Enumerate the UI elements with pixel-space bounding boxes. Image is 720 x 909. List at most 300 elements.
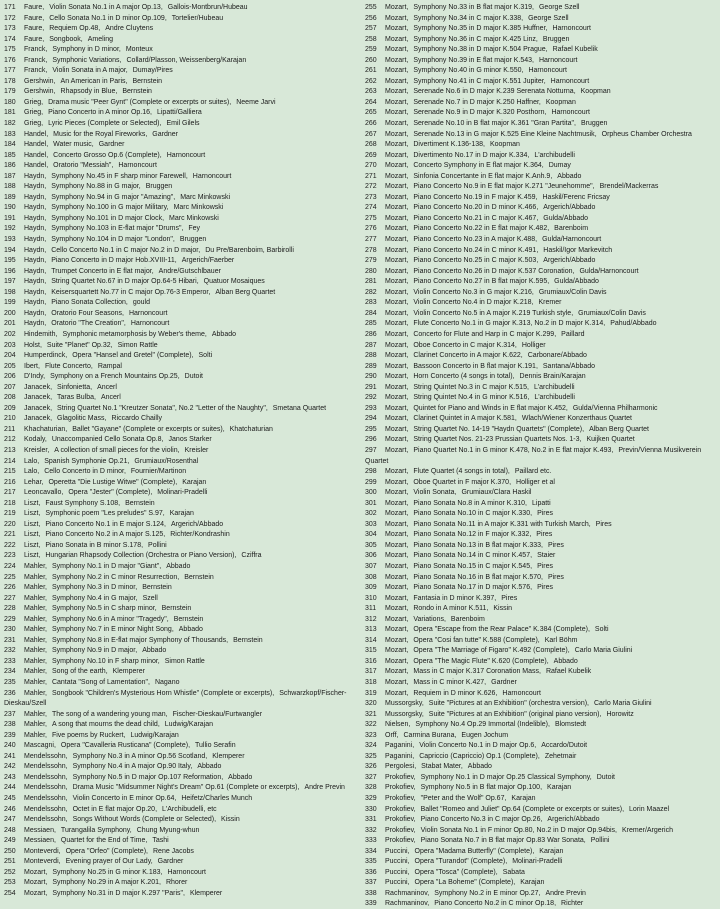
entry-work: Requiem in D minor K.626 , <box>413 690 497 697</box>
entry-performer: Karajan <box>169 510 194 518</box>
entry-number: 255 <box>365 4 377 11</box>
list-item <box>4 256 358 267</box>
entry-work: Piano Concerto No.25 in C major K.503 , <box>413 257 538 264</box>
list-item <box>365 193 719 204</box>
entry-composer: Ibert , <box>24 363 40 370</box>
entry-number: 303 <box>365 520 377 528</box>
list-item <box>365 14 719 25</box>
entry-performer: Harnoncourt <box>552 25 592 33</box>
entry-performer: Kremer <box>538 299 562 307</box>
entry-performer: Andre/Gutschlbauer <box>158 267 221 275</box>
entry-performer: Karajan <box>520 879 545 887</box>
list-item <box>4 878 358 889</box>
entry-number: 225 <box>4 573 16 581</box>
entry-performer: Rene Jacobs <box>153 847 194 855</box>
entry-performer: Horowitz <box>606 710 634 718</box>
entry-number: 228 <box>4 605 16 613</box>
entry-work: Violin Sonata No.1 in F minor Op.80, No.2 in D major Op.94bis , <box>421 827 617 834</box>
entry-work: String Quartet Nos. 21-23 Prussian Quartets Nos. 1-3 , <box>413 436 581 443</box>
entry-performer: Abbado <box>197 763 222 771</box>
entry-composer: Orff , <box>385 732 399 739</box>
entry-number: 177 <box>4 67 16 75</box>
list-item <box>4 762 358 773</box>
entry-work: Flute Concerto No.1 in G major K.313, No.2 in D major K.314 , <box>413 320 605 327</box>
entry-performer: Harnoncourt <box>528 67 568 75</box>
entry-number: 254 <box>4 889 16 897</box>
entry-performer: Andre Cluytens <box>105 25 154 33</box>
list-item <box>365 404 719 415</box>
entry-number: 322 <box>365 721 377 729</box>
list-item <box>365 551 719 562</box>
list-item <box>4 330 358 341</box>
entry-work: Piano Sonata No.14 in C minor K.457 , <box>413 552 532 559</box>
list-item <box>4 203 358 214</box>
entry-work: Piano Concerto No.24 in C minor K.491 , <box>413 247 538 254</box>
list-item <box>4 783 358 794</box>
entry-work: Symphony No.29 in A major K.201 , <box>52 879 161 886</box>
entry-work: Capriccio (Capriccio) Op.1 (Complete) , <box>419 753 540 760</box>
entry-work: Piano Sonata in B minor S.178 , <box>45 542 143 549</box>
entry-work: Piano Concerto No.2 in A major S.125 , <box>45 531 165 538</box>
entry-performer: Marc Minkowski <box>173 204 224 212</box>
entry-composer: Haydn , <box>24 236 46 243</box>
list-item <box>4 298 358 309</box>
list-item <box>365 224 719 235</box>
list-item <box>365 298 719 309</box>
entry-composer: Monteverdi , <box>24 858 61 865</box>
entry-composer: Mussorgsky , <box>385 711 424 718</box>
entry-work: Rhapsody in Blue , <box>61 88 118 95</box>
list-item <box>365 309 719 320</box>
entry-performer: George Szell <box>528 14 569 22</box>
entry-composer: Franck , <box>24 67 47 74</box>
entry-composer: Mahler , <box>24 679 47 686</box>
entry-performer: Harnoncourt <box>192 172 232 180</box>
entry-work: Evening prayer of Our Lady , <box>66 858 153 865</box>
entry-work: Octet in E flat major Op.20 , <box>73 806 157 813</box>
entry-number: 287 <box>365 341 377 349</box>
list-item <box>365 783 719 794</box>
list-item <box>4 678 358 689</box>
entry-work: Songs Without Words (Complete or Selected) , <box>73 816 216 823</box>
list-item <box>365 636 719 647</box>
entry-number: 193 <box>4 236 16 244</box>
entry-work: Symphony in D minor , <box>52 46 120 53</box>
entry-number: 282 <box>365 288 377 296</box>
entry-composer: Liszt , <box>24 510 40 517</box>
entry-performer: Ludwig/Karajan <box>130 731 179 739</box>
entry-composer: Mahler , <box>24 563 47 570</box>
entry-composer: Mahler , <box>24 574 47 581</box>
list-item <box>4 182 358 193</box>
right-column <box>365 3 719 909</box>
list-item <box>365 615 719 626</box>
entry-number: 296 <box>365 436 377 444</box>
entry-number: 288 <box>365 352 377 360</box>
entry-number: 205 <box>4 362 16 370</box>
list-item <box>365 214 719 225</box>
entry-composer: Mozart , <box>385 78 408 85</box>
entry-work: Ballet "Romeo and Juliet" Op.64 (Complete or excerpts or suites) , <box>421 806 624 813</box>
list-item <box>365 488 719 499</box>
entry-composer: Faure , <box>24 15 44 22</box>
list-item <box>4 826 358 837</box>
entry-number: 323 <box>365 731 377 739</box>
list-item <box>365 541 719 552</box>
entry-number: 244 <box>4 784 16 792</box>
entry-number: 304 <box>365 531 377 539</box>
entry-composer: Mozart , <box>385 46 408 53</box>
entry-work: Symphony No.10 in F sharp minor , <box>52 658 160 665</box>
entry-composer: Humperdinck , <box>24 352 67 359</box>
entry-number: 334 <box>365 847 377 855</box>
entry-performer: Bernstein <box>233 636 263 644</box>
entry-composer: Mahler , <box>24 721 47 728</box>
entry-composer: Lalo , <box>24 468 39 475</box>
entry-performer: Rafael Kubelik <box>552 46 598 54</box>
entry-composer: Mozart , <box>385 616 408 623</box>
entry-work: Quintet for Piano and Winds in E flat major K.452 , <box>413 405 567 412</box>
list-item <box>365 130 719 141</box>
entry-composer: Grieg , <box>24 120 43 127</box>
entry-composer: Mozart , <box>385 173 408 180</box>
list-item <box>365 720 719 731</box>
entry-work: Opera "Madama Butterfly" (Complete) , <box>415 848 535 855</box>
entry-work: Opera "Tosca" (Complete) , <box>415 869 498 876</box>
entry-performer: Schwarzkopf/Fischer-Dieskau/Szell <box>4 689 347 708</box>
entry-work: Trumpet Concerto in E flat major , <box>51 268 153 275</box>
entry-performer: Barenboim <box>450 615 485 623</box>
entry-performer: Argerich/Abbado <box>543 257 596 265</box>
entry-number: 308 <box>365 573 377 581</box>
list-item <box>365 678 719 689</box>
entry-performer: Grumiaux/Colin Davis <box>538 288 607 296</box>
entry-composer: Mozart , <box>385 521 408 528</box>
entry-composer: Mahler , <box>24 732 47 739</box>
list-item <box>365 414 719 425</box>
entry-work: String Quintet No.4 in G minor K.516 , <box>413 394 529 401</box>
entry-number: 231 <box>4 636 16 644</box>
entry-work: Water music , <box>53 141 94 148</box>
entry-number: 212 <box>4 436 16 444</box>
entry-work: Violin Sonata , <box>413 489 456 496</box>
entry-number: 192 <box>4 225 16 233</box>
entry-number: 300 <box>365 489 377 497</box>
entry-number: 285 <box>365 320 377 328</box>
entry-number: 253 <box>4 879 16 887</box>
entry-performer: Argerich/Abbado <box>547 816 600 824</box>
entry-composer: Mahler , <box>24 605 47 612</box>
entry-performer: Lipatti <box>532 499 551 507</box>
entry-work: Symphony No.25 in G minor K.183 , <box>52 869 162 876</box>
list-item <box>365 351 719 362</box>
entry-work: Operetta "Die Lustige Witwe" (Complete) , <box>48 479 177 486</box>
entry-work: Divertimento No.17 in D major K.334 , <box>413 152 529 159</box>
entry-performer: Paillard <box>561 330 585 338</box>
entry-work: Symphony No.38 in D major K.504 Prague , <box>413 46 547 53</box>
entry-performer: Orpheus Chamber Orchestra <box>601 130 692 138</box>
entry-work: Piano Concerto No.20 in D minor K.466 , <box>413 204 538 211</box>
entry-number: 298 <box>365 468 377 476</box>
list-item <box>365 435 719 446</box>
entry-composer: Mussorgsky , <box>385 700 424 707</box>
entry-number: 326 <box>365 763 377 771</box>
list-item <box>365 330 719 341</box>
entry-work: Piano Quartet No.1 in G minor K.478, No.2 in E flat major K.493 , <box>413 447 613 454</box>
entry-performer: Harnoncourt <box>130 320 170 328</box>
list-item <box>4 87 358 98</box>
entry-work: Bassoon Concerto in B flat major K.191 , <box>413 363 538 370</box>
entry-work: Quartet for the End of Time , <box>61 837 147 844</box>
entry-number: 294 <box>365 415 377 423</box>
entry-number: 252 <box>4 868 16 876</box>
entry-number: 216 <box>4 478 16 486</box>
entry-work: Horn Concerto (4 songs in total) , <box>413 373 514 380</box>
list-item <box>365 172 719 183</box>
entry-number: 210 <box>4 415 16 423</box>
entry-performer: Smetana Quartet <box>272 404 327 412</box>
entry-performer: Bruggen <box>179 236 207 244</box>
entry-number: 295 <box>365 425 377 433</box>
list-item <box>365 66 719 77</box>
list-item <box>4 868 358 879</box>
list-item <box>4 836 358 847</box>
entry-performer: Harnoncourt <box>550 77 590 85</box>
entry-performer: Pires <box>501 594 518 602</box>
entry-composer: Haydn , <box>24 289 46 296</box>
entry-composer: Mozart , <box>385 668 408 675</box>
entry-number: 242 <box>4 763 16 771</box>
list-item <box>4 889 358 900</box>
entry-composer: Mozart , <box>385 394 408 401</box>
entry-composer: Franck , <box>24 57 47 64</box>
list-item <box>365 847 719 858</box>
entry-number: 269 <box>365 151 377 159</box>
entry-work: Serenade No.9 in D major K.320 Posthorn , <box>413 109 546 116</box>
entry-performer: Abbado <box>178 626 203 634</box>
list-item <box>365 446 719 467</box>
entry-performer: Klemperer <box>112 668 145 676</box>
entry-performer: Rhorer <box>165 879 188 887</box>
entry-performer: Klemperer <box>189 889 223 897</box>
entry-performer: Harnoncourt <box>118 162 157 170</box>
entry-composer: Handel , <box>24 131 48 138</box>
entry-number: 268 <box>365 141 377 149</box>
entry-number: 275 <box>365 214 377 222</box>
entry-performer: Simon Rattle <box>117 341 158 349</box>
entry-composer: Mozart , <box>385 468 408 475</box>
entry-performer: Kreisler <box>184 446 209 454</box>
entry-composer: Faure , <box>24 36 44 43</box>
list-item <box>365 826 719 837</box>
entry-number: 335 <box>365 858 377 866</box>
entry-work: Taras Bulba , <box>57 394 96 401</box>
entry-work: Symphony No.33 in B flat major K.319 , <box>413 4 534 11</box>
list-item <box>4 815 358 826</box>
entry-performer: Dumay <box>548 162 571 170</box>
entry-composer: Mozart , <box>385 131 408 138</box>
entry-number: 329 <box>365 795 377 803</box>
entry-number: 204 <box>4 352 16 360</box>
entry-number: 265 <box>365 109 377 117</box>
entry-composer: Mozart , <box>385 268 408 275</box>
list-item <box>365 56 719 67</box>
entry-number: 305 <box>365 541 377 549</box>
entry-performer: Gulda/Vienna Philharmonic <box>572 404 658 412</box>
entry-composer: Mozart , <box>385 373 408 380</box>
entry-work: Variations , <box>413 616 446 623</box>
list-item <box>365 752 719 763</box>
entry-number: 319 <box>365 689 377 697</box>
entry-work: Symphony No.3 in A minor Op.56 Scotland , <box>73 753 208 760</box>
list-item <box>4 140 358 151</box>
entry-performer: Bruggen <box>580 120 608 128</box>
list-item <box>365 267 719 278</box>
list-item <box>365 203 719 214</box>
entry-performer: Pires <box>537 562 554 570</box>
entry-composer: Mahler , <box>24 584 47 591</box>
entry-number: 176 <box>4 56 16 64</box>
entry-performer: L'Archibudelli, etc <box>162 805 217 813</box>
entry-composer: Mahler , <box>24 658 47 665</box>
entry-work: Carmina Burana , <box>404 732 457 739</box>
entry-performer: Bernstein <box>122 88 152 96</box>
entry-number: 314 <box>365 636 377 644</box>
list-item <box>365 562 719 573</box>
entry-composer: Handel , <box>24 152 48 159</box>
entry-composer: Mozart , <box>385 99 408 106</box>
list-item <box>4 667 358 678</box>
list-item <box>365 77 719 88</box>
entry-composer: Handel , <box>24 162 48 169</box>
list-item <box>365 3 719 14</box>
entry-work: Opera "Orfeo" (Complete) , <box>66 848 148 855</box>
entry-work: Piano Concerto No.23 in A major K.488 , <box>413 236 537 243</box>
entry-performer: Sabata <box>502 868 525 876</box>
entry-number: 229 <box>4 615 16 623</box>
entry-work: Fantasia in D minor K.397 , <box>413 595 496 602</box>
entry-composer: Mozart , <box>385 574 408 581</box>
entry-work: Symphony No.1 in D major "Giant" , <box>52 563 161 570</box>
entry-work: Piano Concerto in A minor Op.16 , <box>48 109 152 116</box>
entry-composer: Mendelssohn , <box>24 784 68 791</box>
entry-number: 237 <box>4 710 16 718</box>
entry-performer: Solti <box>198 352 213 360</box>
list-item <box>365 836 719 847</box>
entry-work: Spanish Symphonie Op.21 , <box>44 458 129 465</box>
entry-composer: Khachaturian , <box>24 426 67 433</box>
entry-performer: Gulda/Abbado <box>543 214 589 222</box>
entry-work: Piano Concerto No.27 in B flat major K.595 , <box>413 278 549 285</box>
entry-performer: Gardner <box>152 130 178 138</box>
entry-composer: Mozart , <box>385 4 408 11</box>
entry-number: 313 <box>365 626 377 634</box>
entry-composer: Mozart , <box>385 236 408 243</box>
entry-number: 224 <box>4 562 16 570</box>
entry-performer: Simon Rattle <box>164 657 205 665</box>
list-item <box>365 604 719 615</box>
entry-work: Flute Quartet (4 songs in total) , <box>413 468 510 475</box>
entry-number: 290 <box>365 373 377 381</box>
entry-work: Cello Sonata No.1 in D minor Op.109 , <box>49 15 167 22</box>
entry-work: Concerto for Flute and Harp in C major K.299 , <box>413 331 556 338</box>
entry-composer: Mozart , <box>385 510 408 517</box>
entry-number: 190 <box>4 204 16 212</box>
list-item <box>4 119 358 130</box>
list-item <box>365 710 719 721</box>
entry-performer: Gardner <box>98 141 125 149</box>
entry-composer: Mozart , <box>385 204 408 211</box>
list-item <box>365 520 719 531</box>
entry-number: 234 <box>4 668 16 676</box>
list-item <box>4 689 358 710</box>
entry-work: Piano Sonata No.8 in A minor K.310 , <box>413 500 527 507</box>
entry-number: 223 <box>4 552 16 560</box>
list-item <box>365 762 719 773</box>
entry-performer: Bernstein <box>132 77 163 85</box>
entry-performer: L'archibudelli <box>534 151 575 159</box>
entry-work: Serenade No.10 in B flat major K.361 "Gran Partita" , <box>413 120 576 127</box>
entry-performer: Nagano <box>154 679 180 686</box>
entry-performer: Alban Berg Quartet <box>215 288 276 296</box>
entry-work: Symphony No.104 in D major "London" , <box>51 236 175 243</box>
entry-number: 200 <box>4 309 16 317</box>
entry-composer: Mozart , <box>385 289 408 296</box>
entry-work: Violin Concerto No.3 in G major K.216 , <box>413 289 534 296</box>
entry-composer: Haydn , <box>24 310 46 317</box>
list-item <box>4 488 358 499</box>
list-item <box>365 161 719 172</box>
entry-work: The song of a wandering young man , <box>52 711 168 718</box>
entry-work: String Quartet No.1 "Kreutzer Sonata", No.2 "Letter of the Naughty" , <box>57 405 268 412</box>
entry-composer: Rachmaninov , <box>385 890 429 897</box>
entry-number: 247 <box>4 816 16 824</box>
entry-work: Symphony No.34 in C major K.338 , <box>413 15 523 22</box>
entry-number: 278 <box>365 246 377 254</box>
entry-composer: Faure , <box>24 25 44 32</box>
entry-number: 215 <box>4 468 16 476</box>
entry-number: 337 <box>365 879 377 887</box>
list-item <box>365 277 719 288</box>
entry-composer: Mahler , <box>24 711 47 718</box>
list-item <box>365 108 719 119</box>
entry-work: Clarinet Concerto in A major K.622 , <box>413 352 522 359</box>
entry-work: Serenade No.7 in D major K.250 Haffner , <box>413 99 541 106</box>
entry-work: Symphony No.31 in D major K.297 "Paris" , <box>52 890 185 897</box>
entry-number: 182 <box>4 120 16 128</box>
entry-composer: Mozart , <box>385 563 408 570</box>
entry-work: Symphony on a French Mountains Op.25 , <box>50 373 180 380</box>
entry-composer: Mozart , <box>385 363 408 370</box>
entry-performer: Ameling <box>87 35 114 43</box>
entry-work: Opera "Jester" (Complete) , <box>68 489 152 496</box>
entry-performer: Carlo Maria Giulini <box>594 700 652 708</box>
entry-performer: Staier <box>537 552 556 560</box>
entry-composer: Mozart , <box>24 879 47 886</box>
list-item <box>365 341 719 352</box>
list-item <box>4 98 358 109</box>
entry-number: 286 <box>365 330 377 338</box>
entry-composer: Faure , <box>24 4 44 11</box>
entry-composer: Mozart , <box>385 25 408 32</box>
entry-number: 316 <box>365 657 377 665</box>
entry-work: Symphony No.4 in G major , <box>52 595 138 602</box>
entry-performer: Abbado <box>166 562 191 570</box>
entry-composer: Rachmaninov , <box>385 900 429 907</box>
entry-work: Opera "Hansel and Gretel" (Complete) , <box>72 352 193 359</box>
entry-composer: Mozart , <box>385 436 408 443</box>
entry-work: Symphony No.88 in G major , <box>51 183 141 190</box>
